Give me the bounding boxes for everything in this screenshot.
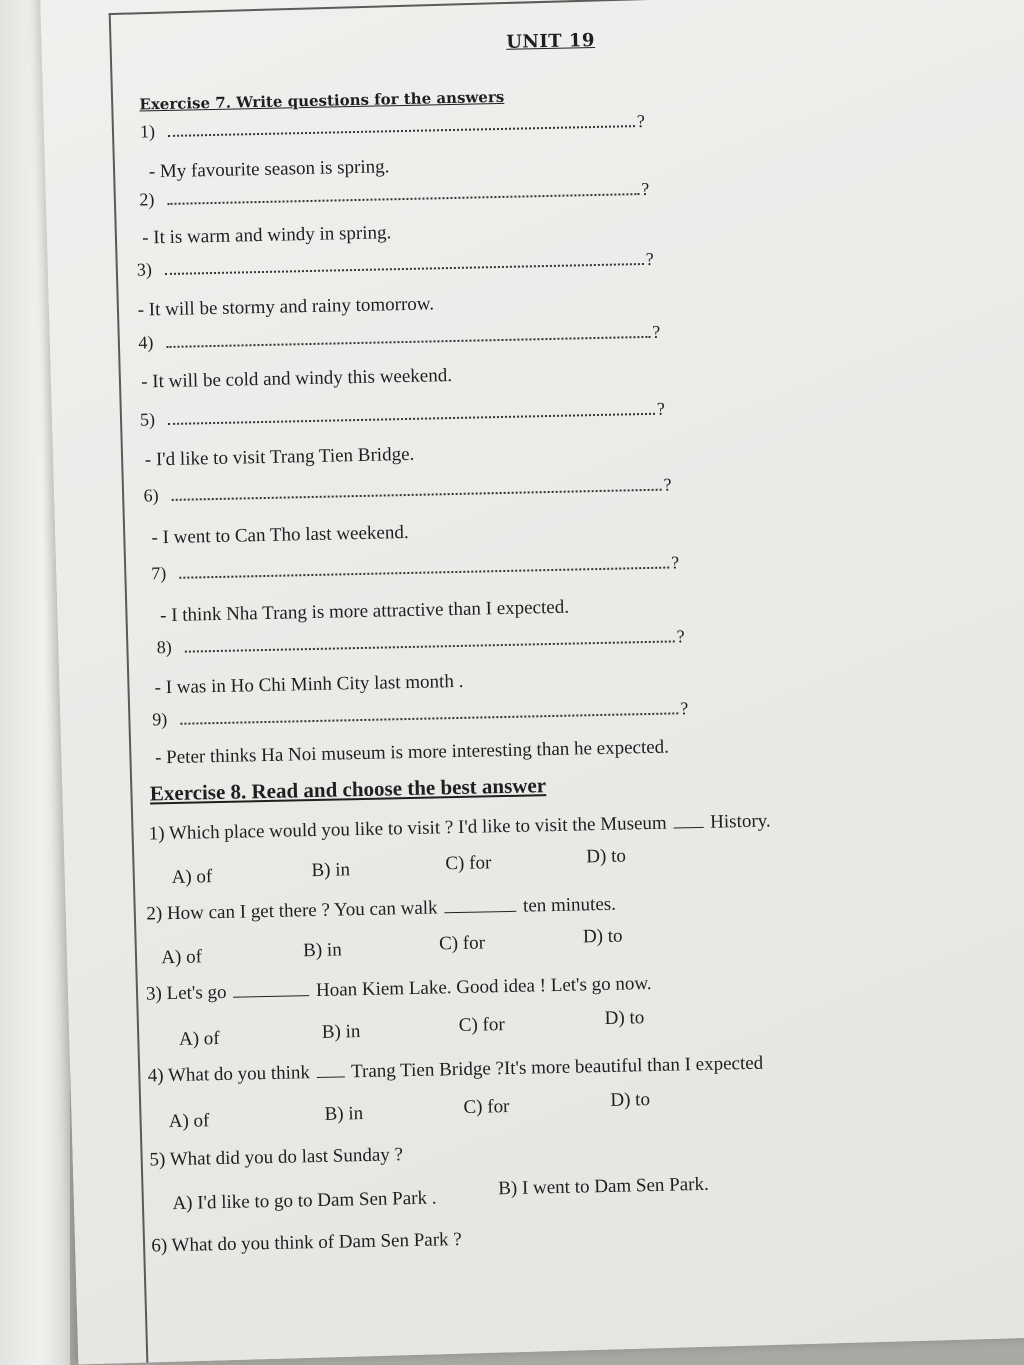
unit-title: UNIT 19 [505,29,596,53]
question-mark: ? [679,698,689,719]
answer-8: - I was in Ho Chi Minh City last month . [154,670,464,699]
option-b[interactable]: B) I went to Dam Sen Park. [497,1173,709,1200]
option-b[interactable]: B) in [302,939,342,962]
question-number: 4) [138,332,154,353]
dotted-blank[interactable] [180,711,678,724]
answer-blank[interactable] [674,826,704,829]
dotted-blank[interactable] [168,124,635,137]
dotted-blank[interactable] [165,262,644,275]
answer-5: - I'd like to visit Trang Tien Bridge. [144,443,415,471]
question-mark: ? [636,110,646,132]
question-line-7[interactable] [151,552,679,584]
answer-2: - It is warm and windy in spring. [142,222,392,249]
dotted-blank[interactable] [179,566,669,579]
mc-question-text: 3) Let's go [145,981,227,1005]
question-number: 1) [139,121,156,142]
mc-question-text: 5) What did you do last Sunday ? [149,1144,404,1171]
dotted-blank[interactable] [168,412,655,425]
question-line-8[interactable] [157,626,685,658]
option-a[interactable]: A) of [168,1110,210,1133]
option-d[interactable]: D) to [610,1089,651,1111]
question-mark: ? [656,398,666,419]
answer-9: - Peter thinks Ha Noi museum is more interesting than he expected. [154,736,670,769]
mc-question-text-after: ten minutes. [522,893,617,917]
dotted-blank[interactable] [167,192,639,205]
mc-question-text: 4) What do you think [147,1062,311,1087]
question-mark: ? [676,626,685,647]
mc-question-text: 6) What do you think of Dam Sen Park ? [151,1229,462,1257]
mc-question-text-after: History. [709,810,771,833]
question-line-6[interactable] [143,474,671,506]
question-number: 3) [136,259,153,280]
question-number: 6) [143,485,159,506]
option-a[interactable]: A) of [178,1028,220,1050]
answer-1: - My favourite season is spring. [148,156,390,183]
dotted-blank[interactable] [185,639,675,652]
question-number: 5) [139,409,156,430]
answer-6: - I went to Can Tho last weekend. [151,521,409,549]
mc-question-text-after: Hoan Kiem Lake. Good idea ! Let's go now. [315,972,652,1002]
question-mark: ? [670,552,680,573]
option-d[interactable]: D) to [582,925,623,948]
answer-4: - It will be cold and windy this weekend. [141,365,453,393]
mc-question-5 [149,1144,403,1171]
question-mark: ? [641,178,650,200]
question-line-9[interactable] [152,698,688,730]
question-number: 8) [156,636,173,658]
question-mark: ? [652,321,661,342]
dotted-blank[interactable] [172,488,662,501]
option-c[interactable]: C) for [458,1014,505,1037]
answer-3: - It will be stormy and rainy tomorrow. [137,293,435,321]
option-b[interactable]: B) in [311,859,351,882]
question-mark: ? [645,248,654,269]
question-line-2[interactable] [139,179,649,211]
dotted-blank[interactable] [166,335,650,348]
mc-question-text: 1) Which place would you like to visit ? I'd like to visit the Museum [148,812,667,845]
option-d[interactable]: D) to [586,845,627,868]
mc-question-1 [148,810,770,845]
mc-question-2 [146,894,616,926]
exercise7-heading: Exercise 7. Write questions for the answers [139,87,505,114]
question-number: 9) [152,709,168,730]
exercise8-heading: Exercise 8. Read and choose the best answer [149,773,547,806]
mc-question-text: 2) How can I get there ? You can walk [146,897,438,925]
question-mark: ? [663,474,672,495]
question-line-3[interactable] [137,249,654,281]
answer-7: - I think Nha Trang is more attractive than I expected. [159,596,570,627]
option-a[interactable]: A) of [161,946,203,969]
answer-blank[interactable] [233,994,309,998]
mc-question-6 [151,1229,462,1257]
option-a[interactable]: A) of [171,866,213,889]
mc-question-text-after: Trang Tien Bridge ?It's more beautiful than I expected [350,1052,764,1083]
answer-blank[interactable] [317,1075,345,1078]
mc-question-4 [148,1053,764,1088]
question-number: 7) [151,563,167,584]
question-line-5[interactable] [140,399,665,431]
question-number: 2) [139,189,155,210]
mc-question-3 [146,973,652,1006]
option-b[interactable]: B) in [324,1103,364,1125]
option-d[interactable]: D) to [604,1007,645,1029]
option-a[interactable]: A) I'd like to go to Dam Sen Park . [172,1187,437,1215]
question-line-4[interactable] [138,322,660,354]
question-line-1[interactable] [140,111,645,143]
option-c[interactable]: C) for [463,1095,510,1118]
option-b[interactable]: B) in [321,1021,361,1043]
option-c[interactable]: C) for [438,932,486,955]
option-c[interactable]: C) for [445,852,492,875]
answer-blank[interactable] [444,910,516,914]
